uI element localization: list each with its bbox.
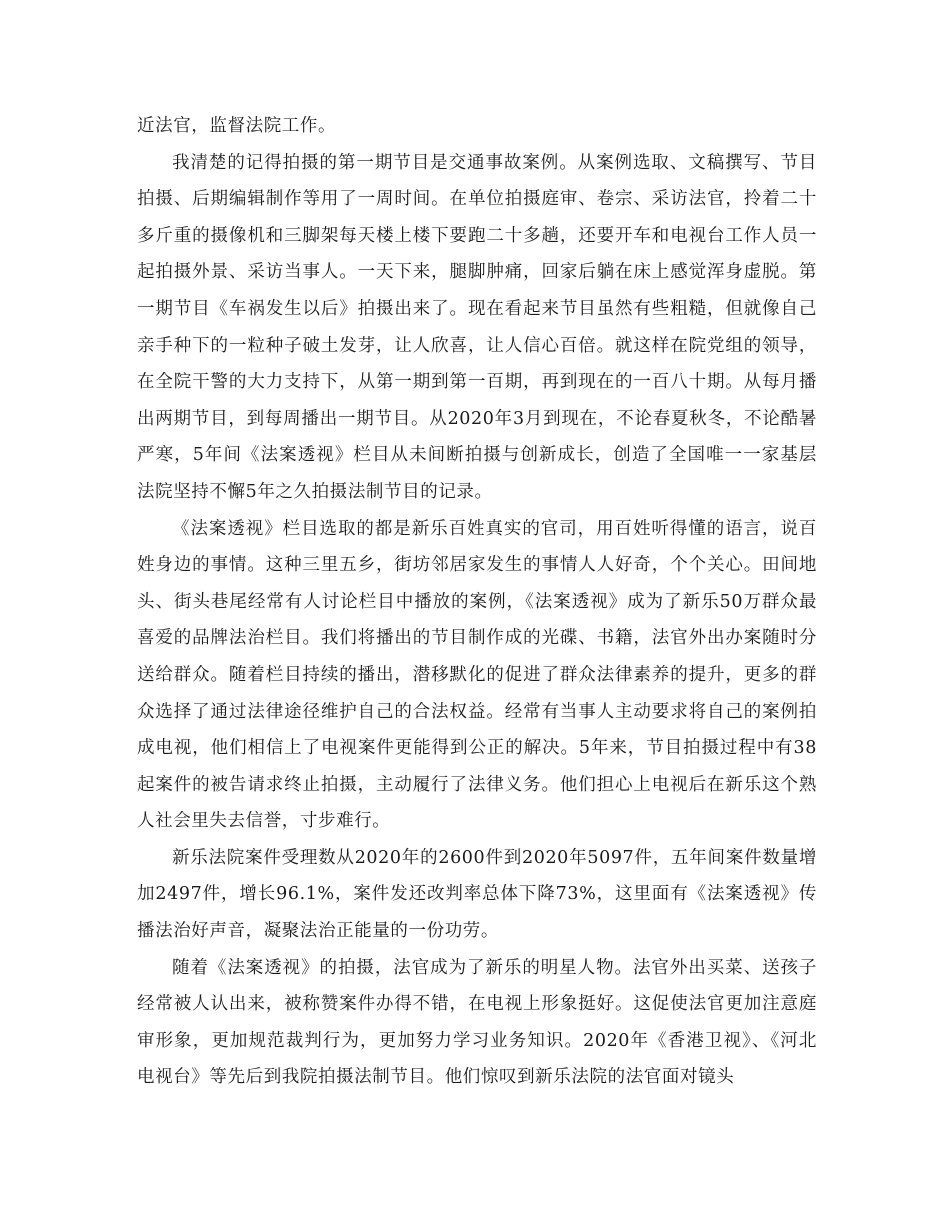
paragraph-judge-image: 随着《法案透视》的拍摄，法官成为了新乐的明星人物。法官外出买菜、送孩子经常被人认出来，被称赞案件办得不错，在电视上形象挺好。这促使法官更加注意庭审形象，更加规范裁判行为，更加努力学习业务知识。2020年《香港卫视》、《河北电视台》等先后到我院拍摄法制节目。他们惊叹到新乐法院的法官面对镜头	[137, 957, 817, 1088]
document-body	[137, 108, 817, 1096]
paragraph-program-content: 《法案透视》栏目选取的都是新乐百姓真实的官司，用百姓听得懂的语言，说百姓身边的事情。这种三里五乡，街坊邻居家发生的事情人人好奇，个个关心。田间地头、街头巷尾经常有人讨论栏目中播放的案例，《法案透视》成为了新乐50万群众最喜爱的品牌法治栏目。我们将播出的节目制作成的光碟、书籍，法官外出办案随时分送给群众。随着栏目持续的播出，潜移默化的促进了群众法律素养的提升，更多的群众选择了通过法律途径维护自己的合法权益。经常有当事人主动要求将自己的案例拍成电视，他们相信上了电视案件更能得到公正的解决。5年来，节目拍摄过程中有38起案件的被告请求终止拍摄，主动履行了法律义务。他们担心上电视后在新乐这个熟人社会里失去信誉，寸步难行。	[137, 518, 817, 832]
paragraph-continuation: 近法官，监督法院工作。	[137, 116, 337, 136]
paragraph-case-statistics: 新乐法院案件受理数从2020年的2600件到2020年5097件，五年间案件数量增加2497件，增长96.1%，案件发还改判率总体下降73%，这里面有《法案透视》传播法治好声音，凝聚法治正能量的一份功劳。	[137, 847, 817, 942]
paragraph-first-episode: 我清楚的记得拍摄的第一期节目是交通事故案例。从案例选取、文稿撰写、节目拍摄、后期编辑制作等用了一周时间。在单位拍摄庭审、卷宗、采访法官，拎着二十多斤重的摄像机和三脚架每天楼上楼下要跑二十多趟，还要开车和电视台工作人员一起拍摄外景、采访当事人。一天下来，腿脚肿痛，回家后躺在床上感觉浑身虚脱。第一期节目《车祸发生以后》拍摄出来了。现在看起来节目虽然有些粗糙，但就像自己亲手种下的一粒种子破土发芽，让人欣喜，让人信心百倍。就这样在院党组的领导，在全院干警的大力支持下，从第一期到第一百期，再到现在的一百八十期。从每月播出两期节目，到每周播出一期节目。从2020年3月到现在，不论春夏秋冬，不论酷暑严寒，5年间《法案透视》栏目从未间断拍摄与创新成长，创造了全国唯一一家基层法院坚持不懈5年之久拍摄法制节目的记录。	[137, 152, 817, 502]
